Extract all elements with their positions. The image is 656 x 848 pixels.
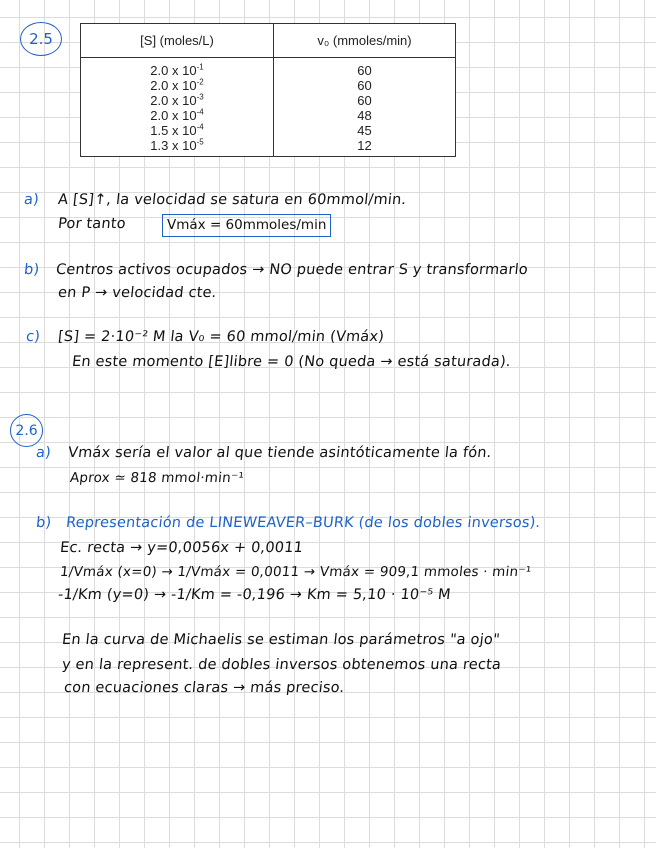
item-a-marker: a) [23,192,40,208]
item-2-6-a-line-2: Aprox ≃ 818 mmol·min⁻¹ [69,470,245,486]
vmax-boxed-result: Vmáx = 60mmoles/min [162,214,331,237]
substrate-column: 2.0 x $10^{-1}$ 2.0 x $10^{-2}$ 2.0 x $10^{-3}$ 2.0 x $10^{-4}$ 1.5 x $10^{-4}$ 1.3 x $10^{-5}$ [81,58,274,157]
item-b-line-2: en P → velocidad cte. [57,285,218,301]
vmax-calculation: 1/Vmáx (x=0) → 1/Vmáx = 0,0011 → Vmáx = 909,1 mmoles · min⁻¹ [59,564,533,580]
conclusion-line-2: y en la represent. de dobles inversos obtenemos una recta [61,657,502,673]
item-b-line-1: Centros activos ocupados → NO puede entrar S y transformarlo [55,262,529,278]
table-header-velocity: v₀ (mmoles/min) [274,24,456,58]
item-a-line-1: A [S]↑, la velocidad se satura en 60mmol/min. [57,192,408,208]
velocity-column: 60 60 60 48 45 12 [274,58,456,157]
line-equation: Ec. recta → y=0,0056x + 0,0011 [59,540,304,556]
conclusion-line-1: En la curva de Michaelis se estiman los parámetros "a ojo" [61,632,501,648]
km-calculation: -1/Km (y=0) → -1/Km = -0,196 → Km = 5,10 · 10⁻⁵ M [57,587,452,603]
item-c-line-2: En este momento [E]libre = 0 (No queda → está saturada). [71,354,512,370]
item-2-6-b-marker: b) [35,515,53,531]
table-row [81,58,456,157]
conclusion-line-3: con ecuaciones claras → más preciso. [63,680,346,696]
table-header-substrate: [S] (moles/L) [81,24,274,58]
item-b-marker: b) [23,262,41,278]
item-2-6-a-line-1: Vmáx sería el valor al que tiende asintóticamente la fón. [67,445,493,461]
substrate-velocity-table [80,23,456,157]
item-a-line-2: Por tanto [57,216,127,232]
item-c-marker: c) [25,329,41,345]
item-c-line-1: [S] = 2·10⁻² M la V₀ = 60 mmol/min (Vmáx) [57,329,385,345]
problem-number-2-5: 2.5 [20,22,62,56]
problem-number-2-6: 2.6 [10,414,43,447]
lineweaver-burk-title: Representación de LINEWEAVER–BURK (de los dobles inversos). [65,515,542,531]
item-2-6-a-marker: a) [35,445,52,461]
